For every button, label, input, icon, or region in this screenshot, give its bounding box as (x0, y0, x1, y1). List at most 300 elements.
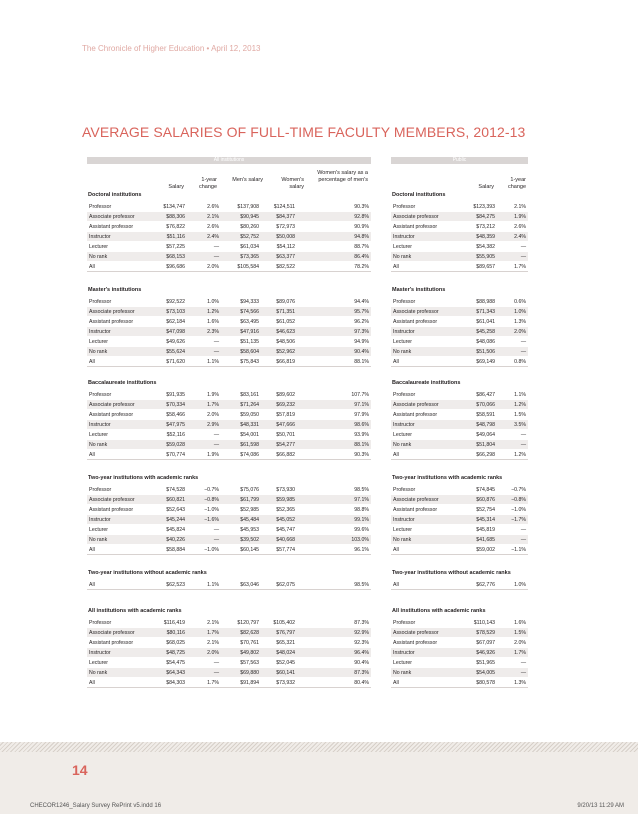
value-cell: $54,382 (467, 242, 497, 252)
table-row (391, 262, 528, 272)
rank-cell: Assistant professor (391, 638, 467, 648)
rank-cell: No rank (391, 252, 467, 262)
value-cell: $92,522 (153, 297, 187, 307)
value-cell: $69,149 (467, 357, 497, 367)
table-row (87, 400, 371, 410)
value-cell: −0.8% (497, 495, 528, 505)
value-cell: — (187, 535, 221, 545)
value-cell: 2.0% (497, 638, 528, 648)
value-cell: — (497, 347, 528, 357)
value-cell: — (187, 525, 221, 535)
rank-cell: Lecturer (391, 337, 467, 347)
value-cell: $58,466 (153, 410, 187, 420)
section-table (87, 484, 371, 555)
table-row (87, 658, 371, 668)
rank-cell: Associate professor (391, 307, 467, 317)
value-cell: — (187, 668, 221, 678)
value-cell: 1.6% (497, 618, 528, 628)
value-cell: 2.0% (187, 262, 221, 272)
value-cell: $89,657 (467, 262, 497, 272)
section-table (391, 617, 528, 688)
col-public-change: 1-year change (507, 177, 526, 190)
value-cell: 88.1% (297, 440, 371, 450)
value-cell: $96,686 (153, 262, 187, 272)
value-cell: $69,880 (221, 668, 261, 678)
rank-cell: Professor (87, 202, 153, 212)
value-cell: $51,135 (221, 337, 261, 347)
rank-cell: Instructor (87, 232, 153, 242)
value-cell: 94.9% (297, 337, 371, 347)
value-cell: 90.4% (297, 347, 371, 357)
value-cell: $51,804 (467, 440, 497, 450)
table-row (87, 580, 371, 590)
value-cell: — (187, 440, 221, 450)
section-title: Two-year institutions without academic ranks (88, 570, 207, 576)
rank-cell: No rank (87, 347, 153, 357)
value-cell: −1.6% (187, 515, 221, 525)
rank-cell: Lecturer (87, 337, 153, 347)
value-cell: $120,797 (221, 618, 261, 628)
rank-cell: No rank (391, 668, 467, 678)
value-cell: $52,985 (221, 505, 261, 515)
table-row (87, 440, 371, 450)
table-row (391, 648, 528, 658)
value-cell: $74,086 (221, 450, 261, 460)
running-head: The Chronicle of Higher Education • April 12, 2013 (82, 44, 261, 53)
value-cell: $71,351 (261, 307, 297, 317)
value-cell: $73,103 (153, 307, 187, 317)
table-row (391, 307, 528, 317)
value-cell: $57,225 (153, 242, 187, 252)
value-cell: 1.1% (187, 357, 221, 367)
rank-cell: Professor (87, 390, 153, 400)
rank-cell: All (391, 580, 467, 590)
value-cell: $84,275 (467, 212, 497, 222)
rank-cell: Associate professor (391, 495, 467, 505)
rank-cell: All (391, 450, 467, 460)
value-cell: $75,843 (221, 357, 261, 367)
value-cell: — (497, 430, 528, 440)
value-cell: 86.4% (297, 252, 371, 262)
page-title: AVERAGE SALARIES OF FULL-TIME FACULTY MEMBERS, 2012-13 (82, 124, 526, 140)
value-cell: 96.4% (297, 648, 371, 658)
value-cell: 2.0% (187, 648, 221, 658)
table-row (87, 450, 371, 460)
table-row (391, 347, 528, 357)
table-row (87, 337, 371, 347)
value-cell: 90.3% (297, 202, 371, 212)
rank-cell: No rank (391, 440, 467, 450)
rank-cell: No rank (87, 252, 153, 262)
value-cell: $66,819 (261, 357, 297, 367)
value-cell: 1.3% (497, 317, 528, 327)
section-table (87, 296, 371, 367)
value-cell: $105,584 (221, 262, 261, 272)
rank-cell: Lecturer (87, 658, 153, 668)
value-cell: — (497, 525, 528, 535)
rank-cell: Assistant professor (391, 222, 467, 232)
value-cell: $45,484 (221, 515, 261, 525)
table-row (87, 307, 371, 317)
table-row (391, 515, 528, 525)
section-table (87, 579, 371, 590)
rank-cell: Associate professor (87, 628, 153, 638)
table-row (391, 357, 528, 367)
footer-timestamp: 9/20/13 11:29 AM (577, 803, 624, 809)
table-row (391, 212, 528, 222)
table-row (87, 420, 371, 430)
table-row (391, 535, 528, 545)
value-cell: $55,624 (153, 347, 187, 357)
value-cell: 2.1% (187, 212, 221, 222)
value-cell: $63,495 (221, 317, 261, 327)
table-row (391, 495, 528, 505)
section-title: Baccalaureate institutions (392, 380, 461, 386)
table-row (391, 450, 528, 460)
rank-cell: Instructor (87, 327, 153, 337)
value-cell: $45,244 (153, 515, 187, 525)
rank-cell: Professor (87, 618, 153, 628)
rank-cell: Assistant professor (391, 505, 467, 515)
value-cell: $66,882 (261, 450, 297, 460)
value-cell: $62,776 (467, 580, 497, 590)
value-cell: $116,419 (153, 618, 187, 628)
table-row (391, 202, 528, 212)
table-row (87, 327, 371, 337)
table-row (87, 262, 371, 272)
value-cell: 1.7% (497, 648, 528, 658)
value-cell: 92.9% (297, 628, 371, 638)
value-cell: 1.7% (187, 400, 221, 410)
table-row (87, 668, 371, 678)
value-cell: $45,824 (153, 525, 187, 535)
value-cell: $48,359 (467, 232, 497, 242)
value-cell: $45,747 (261, 525, 297, 535)
table-row (391, 337, 528, 347)
value-cell: $54,001 (221, 430, 261, 440)
value-cell: 0.8% (497, 357, 528, 367)
table-row (87, 678, 371, 688)
rank-cell: Lecturer (391, 430, 467, 440)
value-cell: — (187, 658, 221, 668)
section-title: Doctoral institutions (88, 192, 142, 198)
rank-cell: Professor (391, 202, 467, 212)
table-row (87, 430, 371, 440)
rank-cell: No rank (391, 535, 467, 545)
table-row (391, 232, 528, 242)
value-cell: 1.9% (497, 212, 528, 222)
value-cell: — (187, 242, 221, 252)
value-cell: $76,797 (261, 628, 297, 638)
table-row (391, 658, 528, 668)
value-cell: 98.8% (297, 505, 371, 515)
table-row (87, 357, 371, 367)
value-cell: $51,965 (467, 658, 497, 668)
value-cell: 2.4% (187, 232, 221, 242)
rank-cell: Professor (87, 297, 153, 307)
value-cell: $73,930 (261, 485, 297, 495)
value-cell: −1.0% (497, 505, 528, 515)
value-cell: $80,578 (467, 678, 497, 688)
table-row (87, 628, 371, 638)
rank-cell: Instructor (87, 648, 153, 658)
value-cell: 97.1% (297, 400, 371, 410)
value-cell: $84,377 (261, 212, 297, 222)
table-row (391, 618, 528, 628)
value-cell: $46,623 (261, 327, 297, 337)
value-cell: $55,905 (467, 252, 497, 262)
table-row (391, 390, 528, 400)
table-row (391, 327, 528, 337)
table-row (391, 440, 528, 450)
value-cell: $51,116 (153, 232, 187, 242)
table-row (87, 525, 371, 535)
table-row (87, 232, 371, 242)
value-cell: 3.5% (497, 420, 528, 430)
value-cell: $63,046 (221, 580, 261, 590)
value-cell: $73,932 (261, 678, 297, 688)
value-cell: $83,161 (221, 390, 261, 400)
table-row (87, 638, 371, 648)
table-row (391, 678, 528, 688)
table-row (391, 545, 528, 555)
value-cell: $48,725 (153, 648, 187, 658)
value-cell: $62,523 (153, 580, 187, 590)
table-row (391, 430, 528, 440)
value-cell: 92.8% (297, 212, 371, 222)
rank-cell: Instructor (391, 515, 467, 525)
value-cell: $80,116 (153, 628, 187, 638)
rank-cell: Associate professor (391, 212, 467, 222)
value-cell: $47,098 (153, 327, 187, 337)
value-cell: 1.1% (497, 390, 528, 400)
value-cell: 92.3% (297, 638, 371, 648)
rank-cell: Associate professor (87, 400, 153, 410)
value-cell: $88,306 (153, 212, 187, 222)
value-cell: $82,522 (261, 262, 297, 272)
value-cell: −0.7% (187, 485, 221, 495)
value-cell: $72,973 (261, 222, 297, 232)
value-cell: $59,050 (221, 410, 261, 420)
value-cell: $58,604 (221, 347, 261, 357)
value-cell: 90.9% (297, 222, 371, 232)
section-title: Two-year institutions with academic ranks (392, 475, 503, 481)
value-cell: 2.6% (497, 222, 528, 232)
section-title: Doctoral institutions (392, 192, 446, 198)
rank-cell: All (87, 545, 153, 555)
section-table (391, 201, 528, 272)
table-row (87, 390, 371, 400)
value-cell: 1.5% (497, 628, 528, 638)
rank-cell: All (87, 678, 153, 688)
value-cell: 97.3% (297, 327, 371, 337)
value-cell: 98.6% (297, 420, 371, 430)
rank-cell: Assistant professor (391, 410, 467, 420)
value-cell: $52,365 (261, 505, 297, 515)
value-cell: 78.2% (297, 262, 371, 272)
value-cell: 1.5% (497, 410, 528, 420)
value-cell: $65,321 (261, 638, 297, 648)
value-cell: $64,343 (153, 668, 187, 678)
value-cell: 87.3% (297, 668, 371, 678)
section-table (87, 617, 371, 688)
value-cell: $61,041 (467, 317, 497, 327)
value-cell: −1.0% (187, 505, 221, 515)
table-row (391, 638, 528, 648)
rank-cell: All (87, 262, 153, 272)
value-cell: 96.2% (297, 317, 371, 327)
value-cell: 94.4% (297, 297, 371, 307)
value-cell: 87.3% (297, 618, 371, 628)
dotted-border (0, 742, 638, 752)
value-cell: 1.0% (497, 307, 528, 317)
value-cell: 1.2% (497, 450, 528, 460)
value-cell: $40,668 (261, 535, 297, 545)
rank-cell: Instructor (87, 420, 153, 430)
rank-cell: Associate professor (87, 212, 153, 222)
value-cell: $61,034 (221, 242, 261, 252)
table-row (391, 525, 528, 535)
value-cell: $52,643 (153, 505, 187, 515)
value-cell: $49,802 (221, 648, 261, 658)
value-cell: 0.6% (497, 297, 528, 307)
value-cell: $50,701 (261, 430, 297, 440)
value-cell: $49,626 (153, 337, 187, 347)
value-cell: $50,008 (261, 232, 297, 242)
value-cell: $70,774 (153, 450, 187, 460)
value-cell: $52,116 (153, 430, 187, 440)
value-cell: — (497, 440, 528, 450)
value-cell: 2.4% (497, 232, 528, 242)
table-row (87, 242, 371, 252)
rank-cell: Professor (87, 485, 153, 495)
value-cell: — (497, 535, 528, 545)
value-cell: 1.0% (497, 580, 528, 590)
value-cell: $89,602 (261, 390, 297, 400)
value-cell: 88.7% (297, 242, 371, 252)
value-cell: 1.2% (497, 400, 528, 410)
rank-cell: Instructor (391, 327, 467, 337)
value-cell: $61,799 (221, 495, 261, 505)
value-cell: $47,975 (153, 420, 187, 430)
value-cell: $45,953 (221, 525, 261, 535)
value-cell: — (497, 252, 528, 262)
section-title: All institutions with academic ranks (392, 608, 486, 614)
section-title: Master's institutions (392, 287, 446, 293)
value-cell: −1.7% (497, 515, 528, 525)
rank-cell: No rank (87, 668, 153, 678)
value-cell: — (497, 242, 528, 252)
value-cell: −0.7% (497, 485, 528, 495)
table-row (391, 668, 528, 678)
value-cell: $68,025 (153, 638, 187, 648)
value-cell: $48,024 (261, 648, 297, 658)
table-row (391, 505, 528, 515)
value-cell: 97.9% (297, 410, 371, 420)
value-cell: $60,141 (261, 668, 297, 678)
value-cell: 2.1% (187, 638, 221, 648)
value-cell: $52,754 (467, 505, 497, 515)
table-row (87, 222, 371, 232)
table-row (87, 515, 371, 525)
value-cell: $58,591 (467, 410, 497, 420)
value-cell: $66,298 (467, 450, 497, 460)
value-cell: $48,798 (467, 420, 497, 430)
value-cell: 1.7% (187, 678, 221, 688)
table-row (87, 648, 371, 658)
rank-cell: Professor (391, 297, 467, 307)
footer-file: CHECOR1246_Salary Survey RePrint v5.indd 16 (30, 803, 162, 809)
value-cell: $57,774 (261, 545, 297, 555)
value-cell: 1.7% (187, 628, 221, 638)
value-cell: $63,377 (261, 252, 297, 262)
value-cell: $71,264 (221, 400, 261, 410)
table-row (87, 317, 371, 327)
rank-cell: Instructor (391, 420, 467, 430)
col-women-salary: Women's salary (281, 177, 304, 190)
rank-cell: Associate professor (391, 400, 467, 410)
value-cell: $62,075 (261, 580, 297, 590)
value-cell: 90.3% (297, 450, 371, 460)
value-cell: — (497, 658, 528, 668)
table-row (87, 212, 371, 222)
rank-cell: Professor (391, 390, 467, 400)
table-row (87, 505, 371, 515)
value-cell: $70,761 (221, 638, 261, 648)
value-cell: 2.9% (187, 420, 221, 430)
value-cell: 90.4% (297, 658, 371, 668)
value-cell: $91,894 (221, 678, 261, 688)
section-table (391, 389, 528, 460)
section-table (391, 484, 528, 555)
value-cell: $60,876 (467, 495, 497, 505)
value-cell: $71,343 (467, 307, 497, 317)
value-cell: $73,365 (221, 252, 261, 262)
value-cell: $75,076 (221, 485, 261, 495)
value-cell: $91,935 (153, 390, 187, 400)
value-cell: $68,153 (153, 252, 187, 262)
section-title: Master's institutions (88, 287, 142, 293)
rank-cell: Lecturer (391, 242, 467, 252)
value-cell: $46,926 (467, 648, 497, 658)
value-cell: 1.9% (187, 450, 221, 460)
value-cell: $69,232 (261, 400, 297, 410)
value-cell: $54,277 (261, 440, 297, 450)
value-cell: $62,184 (153, 317, 187, 327)
value-cell: 88.1% (297, 357, 371, 367)
rank-cell: Lecturer (391, 525, 467, 535)
value-cell: $70,066 (467, 400, 497, 410)
value-cell: $74,528 (153, 485, 187, 495)
value-cell: $61,052 (261, 317, 297, 327)
value-cell: $45,258 (467, 327, 497, 337)
table-row (87, 410, 371, 420)
rank-cell: Assistant professor (87, 410, 153, 420)
value-cell: $105,402 (261, 618, 297, 628)
rank-cell: Assistant professor (87, 317, 153, 327)
rank-cell: No rank (87, 440, 153, 450)
col-salary: Salary (168, 184, 184, 190)
table-row (391, 222, 528, 232)
value-cell: $48,331 (221, 420, 261, 430)
rank-cell: All (87, 357, 153, 367)
rank-cell: Lecturer (87, 525, 153, 535)
value-cell: $41,685 (467, 535, 497, 545)
value-cell: $74,845 (467, 485, 497, 495)
table-row (87, 495, 371, 505)
value-cell: $94,333 (221, 297, 261, 307)
value-cell: 107.7% (297, 390, 371, 400)
